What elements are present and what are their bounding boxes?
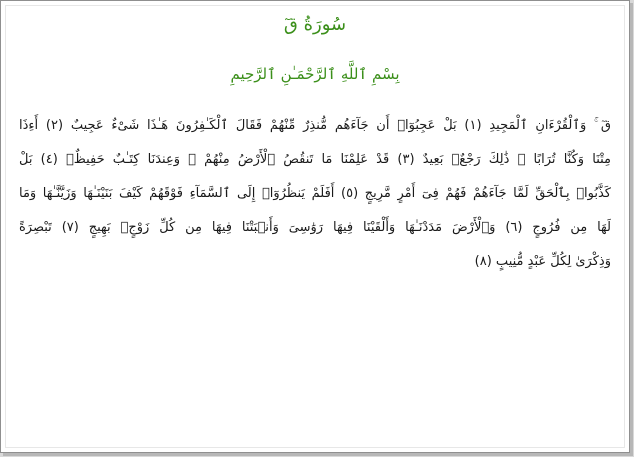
surah-title: سُورَةُ قٓ	[283, 14, 347, 35]
basmala: بِسْمِ ٱللَّهِ ٱلرَّحْمَـٰنِ ٱلرَّحِيمِ	[230, 65, 400, 83]
verse-line-4: لَهَا مِن فُرُوجٍ (٦) وَٱلْأَرْضَ مَدَدْنَـٰهَا وَأَلْقَيْنَا فِيهَا رَوَٰسِىَ وَأَنۢبَتْنَا فِيهَا مِن كُلِّ زَوْجٍۭ بَهِيجٍ (٧) تَبْصِرَةً	[19, 220, 611, 235]
verse-line-3: كَذَّبُوا۟ بِٱلْحَقِّ لَمَّا جَآءَهُمْ فَهُمْ فِىٓ أَمْرٍ مَّرِيجٍ (٥) أَفَلَمْ يَنظُرُوٓا۟ إِلَى ٱلسَّمَآءِ فَوْقَهُمْ كَيْفَ بَنَيْنَـٰهَا وَزَيَّنَّـٰهَا وَمَا	[19, 186, 611, 201]
verse-line-5: وَذِكْرَىٰ لِكُلِّ عَبْدٍ مُّنِيبٍ (٨)	[474, 254, 611, 269]
verse-line-2: مِتْنَا وَكُنَّا تُرَابًا ۖ ذَٰلِكَ رَجْعٌۢ بَعِيدٌ (٣) قَدْ عَلِمْنَا مَا تَنقُصُ ٱلْأَرْضُ مِنْهُمْ ۖ وَعِندَنَا كِتَـٰبٌ حَفِيظٌۢ (٤) بَلْ	[19, 152, 611, 167]
verse-line-1: قٓ ۚ وَٱلْقُرْءَانِ ٱلْمَجِيدِ (١) بَلْ عَجِبُوٓا۟ أَن جَآءَهُم مُّنذِرٌ مِّنْهُمْ فَقَالَ ٱلْكَـٰفِرُونَ هَـٰذَا شَىْءٌ عَجِيبٌ (٢) أَءِذَا	[19, 118, 611, 133]
verses-block	[19, 109, 611, 279]
